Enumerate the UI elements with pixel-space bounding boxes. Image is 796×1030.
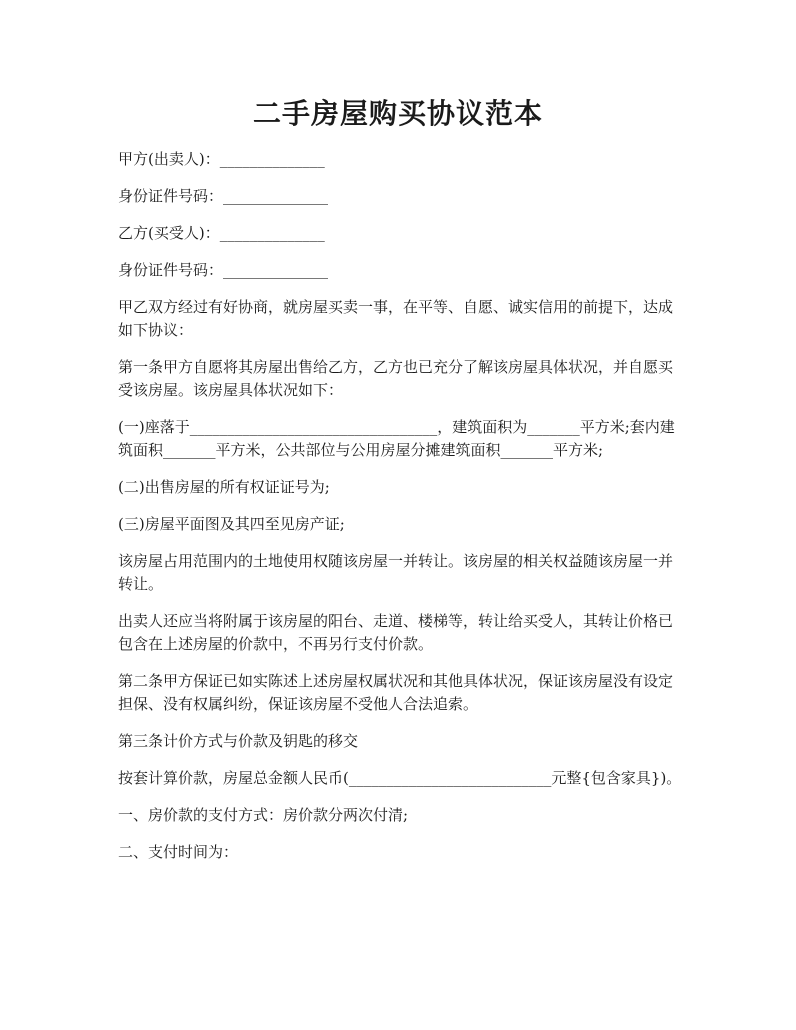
party-a-seller-line: 甲方(出卖人)：______________: [118, 150, 325, 168]
agreement-preamble: 甲乙双方经过有好协商，就房屋买卖一事，在平等、自愿、诚实信用的前提下，达成如下协议：: [118, 298, 674, 339]
property-floor-plan: (三)房屋平面图及其四至见房产证;: [118, 515, 345, 533]
document-body: [118, 148, 684, 878]
total-price-line: 按套计算价款，房屋总金额人民币(___________________________元整{包含家具})。: [118, 769, 682, 787]
document-title: 二手房屋购买协议范本: [252, 97, 543, 130]
ancillary-facilities: 出卖人还应当将附属于该房屋的阳台、走道、楼梯等，转让给买受人，其转让价格已包含在上述房屋的价款中，不再另行支付价款。: [118, 612, 674, 653]
party-a-id-line: 身份证件号码：______________: [118, 187, 329, 205]
payment-time: 二、支付时间为：: [118, 843, 239, 861]
land-use-rights: 该房屋占用范围内的土地使用权随该房屋一并转让。该房屋的相关权益随该房屋一并转让。: [118, 552, 674, 593]
payment-method: 一、房价款的支付方式：房价款分两次付清;: [118, 806, 409, 824]
article-two: 第二条甲方保证已如实陈述上述房屋权属状况和其他具体状况，保证该房屋没有设定担保、没有权属纠纷，保证该房屋不受他人合法追索。: [118, 672, 674, 713]
property-certificate-number: (二)出售房屋的所有权证证号为;: [118, 478, 330, 496]
property-location-area: (一)座落于_________________________________，建筑面积为_______平方米;套内建筑面积_______平方米，公共部位与公用房屋分摊建筑面积_______平方米;: [118, 418, 675, 459]
party-b-id-line: 身份证件号码：______________: [118, 261, 329, 279]
article-one: 第一条甲方自愿将其房屋出售给乙方，乙方也已充分了解该房屋具体状况，并自愿买受该房屋。该房屋具体状况如下：: [118, 358, 674, 399]
party-b-buyer-line: 乙方(买受人)：______________: [118, 224, 325, 242]
article-three-heading: 第三条计价方式与价款及钥匙的移交: [118, 732, 359, 750]
